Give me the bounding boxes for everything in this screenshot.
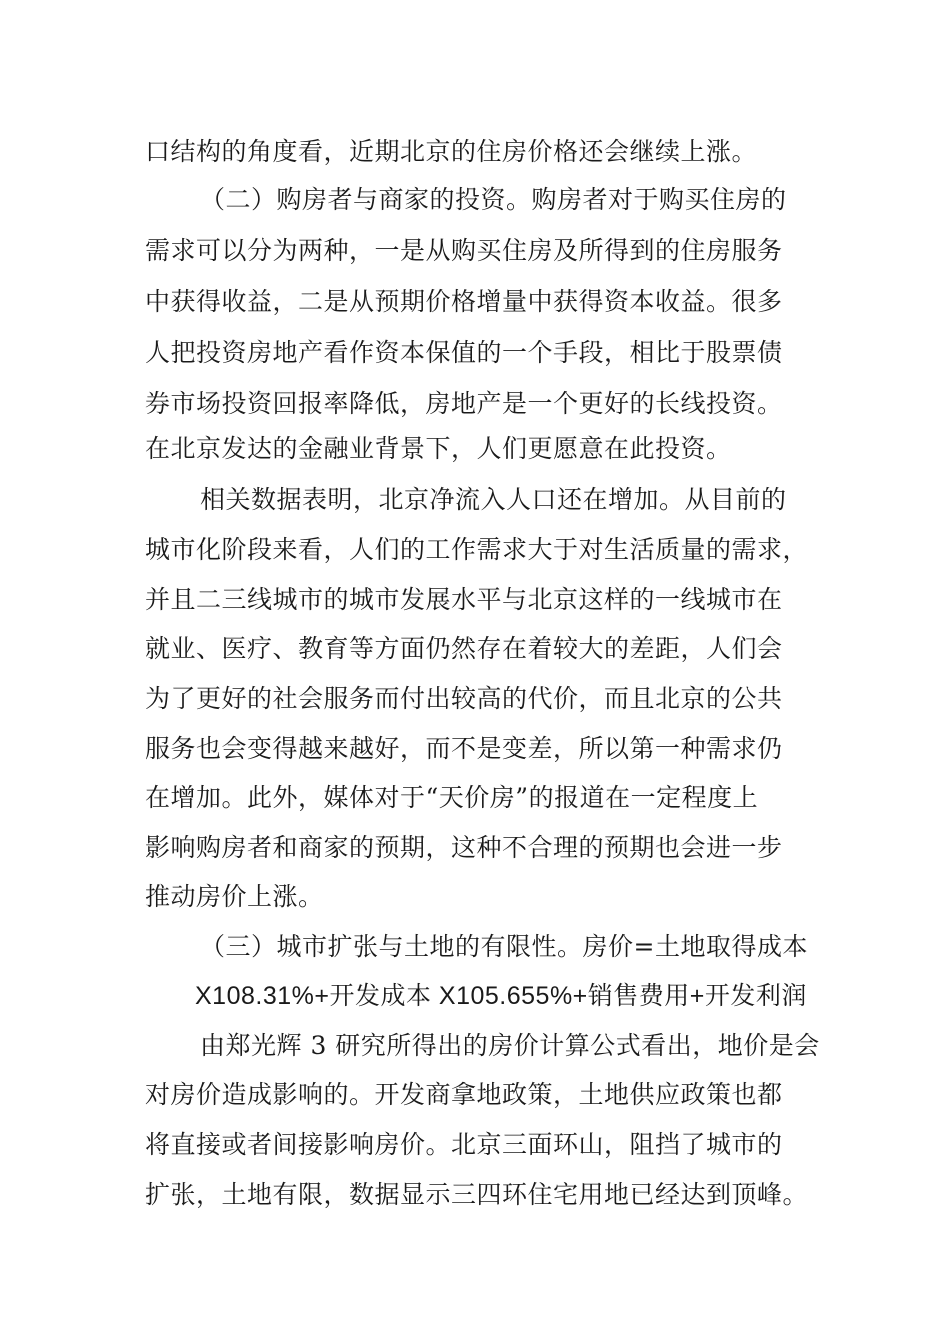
text-line: 将直接或者间接影响房价。北京三面环山，阻挡了城市的: [145, 1130, 783, 1159]
text-line: 服务也会变得越来越好，而不是变差，所以第一种需求仍: [145, 734, 783, 763]
formula-line: X108.31%+开发成本 X105.655%+销售费用+开发利润: [195, 982, 807, 1010]
text-line: 影响购房者和商家的预期，这种不合理的预期也会进一步: [145, 833, 783, 862]
text-line: 扩张，土地有限，数据显示三四环住宅用地已经达到顶峰。: [145, 1180, 809, 1209]
paragraph-start: 由郑光辉 3 研究所得出的房价计算公式看出，地价是会: [200, 1031, 820, 1060]
text-line: 需求可以分为两种，一是从购买住房及所得到的住房服务: [145, 236, 783, 265]
text-line: 推动房价上涨。: [145, 882, 324, 911]
text-line: 对房价造成影响的。开发商拿地政策，土地供应政策也都: [145, 1080, 783, 1109]
text-line: 就业、医疗、教育等方面仍然存在着较大的差距，人们会: [145, 634, 783, 663]
text-line: 城市化阶段来看，人们的工作需求大于对生活质量的需求，: [145, 535, 809, 564]
text-line: 人把投资房地产看作资本保值的一个手段，相比于股票债: [145, 338, 783, 367]
text-line: 并且二三线城市的城市发展水平与北京这样的一线城市在: [145, 585, 783, 614]
text-line: 在北京发达的金融业背景下，人们更愿意在此投资。: [145, 434, 732, 463]
text-line: 为了更好的社会服务而付出较高的代价，而且北京的公共: [145, 684, 783, 713]
paragraph-heading: （三）城市扩张与土地的有限性。房价=土地取得成本: [200, 932, 808, 961]
text-line: 口结构的角度看，近期北京的住房价格还会继续上涨。: [145, 137, 758, 166]
paragraph-start: 相关数据表明，北京净流入人口还在增加。从目前的: [200, 485, 787, 514]
text-line: 在增加。此外，媒体对于“天价房”的报道在一定程度上: [145, 783, 759, 812]
paragraph-heading: （二）购房者与商家的投资。购房者对于购买住房的: [200, 185, 787, 214]
text-line: 券市场投资回报率降低，房地产是一个更好的长线投资。: [145, 389, 783, 418]
text-line: 中获得收益，二是从预期价格增量中获得资本收益。很多: [145, 287, 783, 316]
